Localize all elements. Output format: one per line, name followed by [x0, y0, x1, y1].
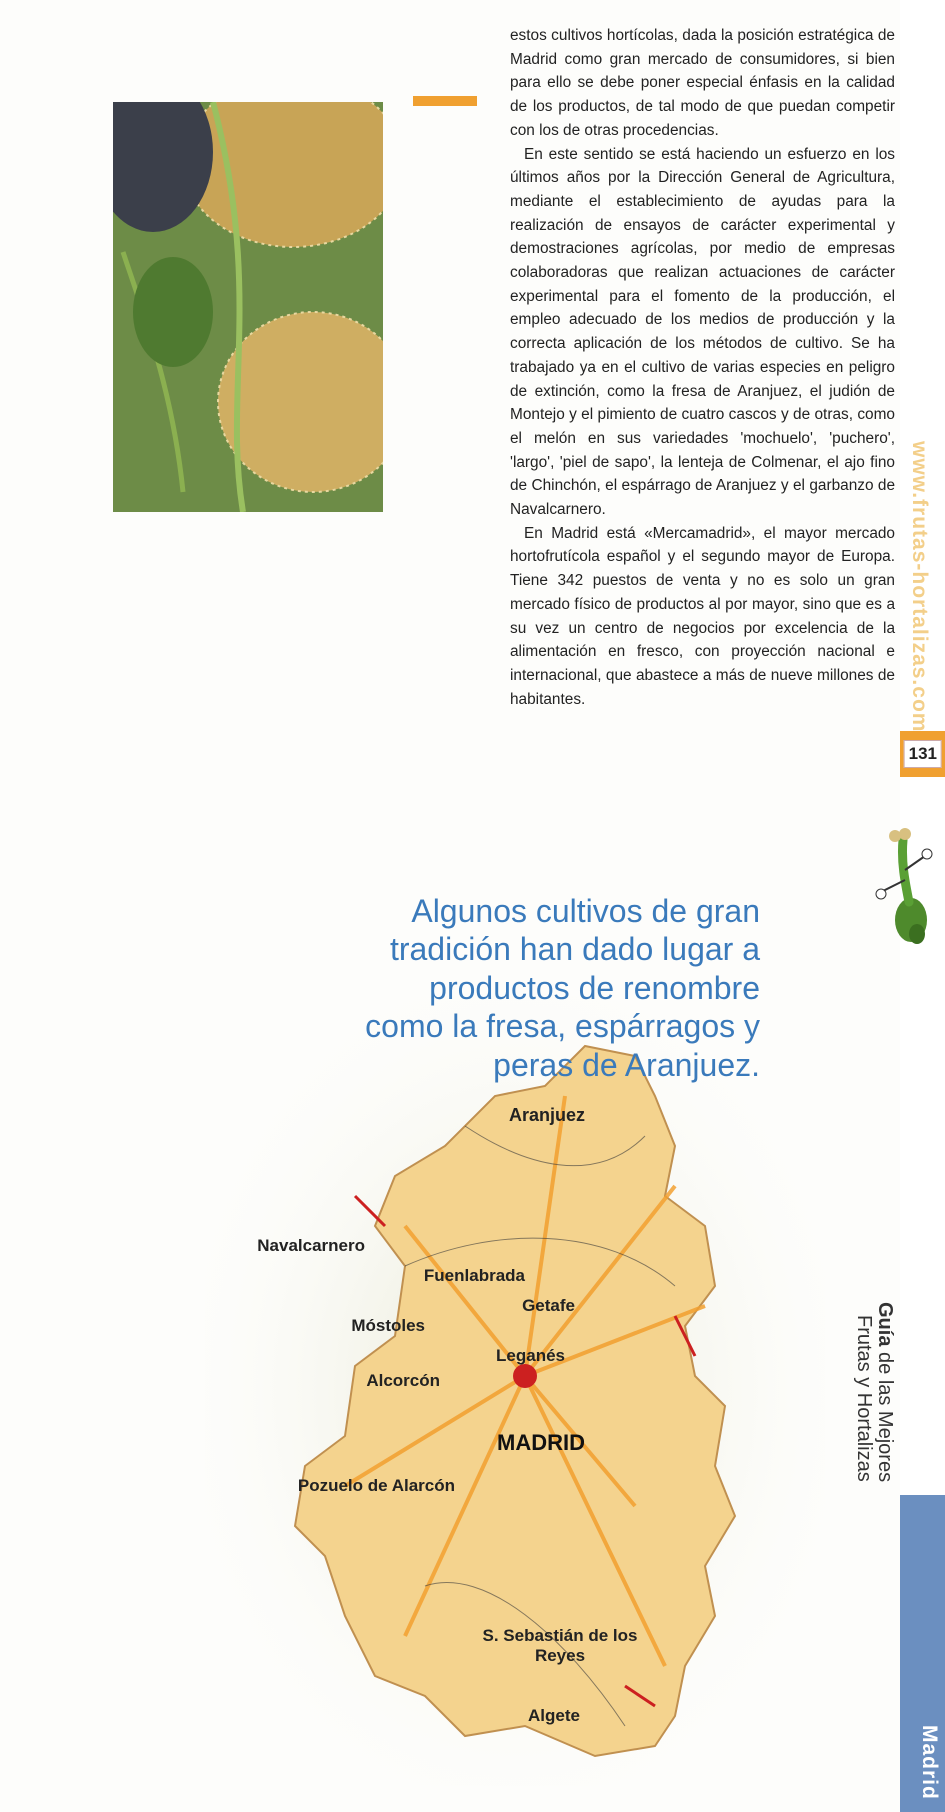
guide-title	[835, 1222, 895, 1482]
map-label-algete: Algete	[528, 1706, 580, 1725]
body-paragraph: En Madrid está «Mercamadrid», el mayor mercado hortofrutícola español y el segundo mayor de Europa. Tiene 342 puestos de venta y no es solo un gran mercado físico de productos al por mayor, sino que es a su vez un centro de negocios por excelencia de la alimentación en fresco, con proyección nacional e internacional, que abastece a más de nueve millones de habitantes.	[510, 524, 895, 708]
region-tab	[900, 1495, 945, 1812]
melon-photo	[113, 102, 383, 512]
map-label-sebastian: S. Sebastián de los Reyes	[482, 1626, 638, 1665]
guide-title-strong: Guía	[874, 1301, 896, 1347]
body-paragraph: estos cultivos hortícolas, dada la posición estratégica de Madrid como gran mercado de consumidores, si bien para ello se debe poner especial énfasis en la calidad de los productos, de tal modo de que puedan competir con los de otras procedencias.	[510, 27, 895, 139]
page-number: 131	[903, 740, 941, 768]
map-label-pozuelo: Pozuelo de Alarcón	[297, 1476, 455, 1495]
map-label-leganes: Leganés	[496, 1346, 565, 1365]
map-label-alcorcon: Alcorcón	[366, 1371, 440, 1390]
map-label-getafe: Getafe	[522, 1296, 575, 1315]
guide-title-line2: Frutas y Hortalizas	[853, 1315, 875, 1482]
map-label-fuenlabrada: Fuenlabrada	[423, 1266, 525, 1285]
page-number-box	[900, 731, 945, 777]
region-label: Madrid	[918, 1725, 941, 1800]
headline: Algunos cultivos de gran tradición han dado lugar a productos de renombre como la fresa, espárragos y peras de Aranjuez.	[365, 893, 760, 1083]
map-label-madrid: MADRID	[497, 1430, 585, 1455]
map-label-navalcarnero: Navalcarnero	[257, 1236, 365, 1255]
website-url: www.frutas-hortalizas.com	[908, 440, 931, 732]
body-paragraph: En este sentido se está haciendo un esfuerzo en los últimos años por la Dirección General de Agricultura, mediante el establecimiento de ayudas para la realización de ensayos de carácter experimental y demostraciones agrícolas, por medio de empresas colaboradoras que realizan actuaciones de carácter experimental para el fomento de la producción, el empleo adecuado de los medios de producción y la correcta aplicación de los métodos de cultivo. Se ha trabajado ya en el cultivo de varias especies en peligro de extinción, como la fresa de Aranjuez, el judión de Montejo y el pimiento de cuatro cascos y de otras, como el melón en sus variedades 'mochuelo', 'puchero', 'largo', 'piel de sapo', la lenteja de Colmenar, el ajo fino de Chinchón, el espárrago de Aranjuez y el garbanzo de Navalcarnero.	[510, 145, 895, 519]
guide-title-line1: de las Mejores	[874, 1346, 896, 1482]
body-text	[510, 24, 895, 1024]
map-label-mostoles: Móstoles	[351, 1316, 425, 1335]
map-label-aranjuez: Aranjuez	[508, 1105, 585, 1125]
accent-bar	[413, 96, 477, 106]
